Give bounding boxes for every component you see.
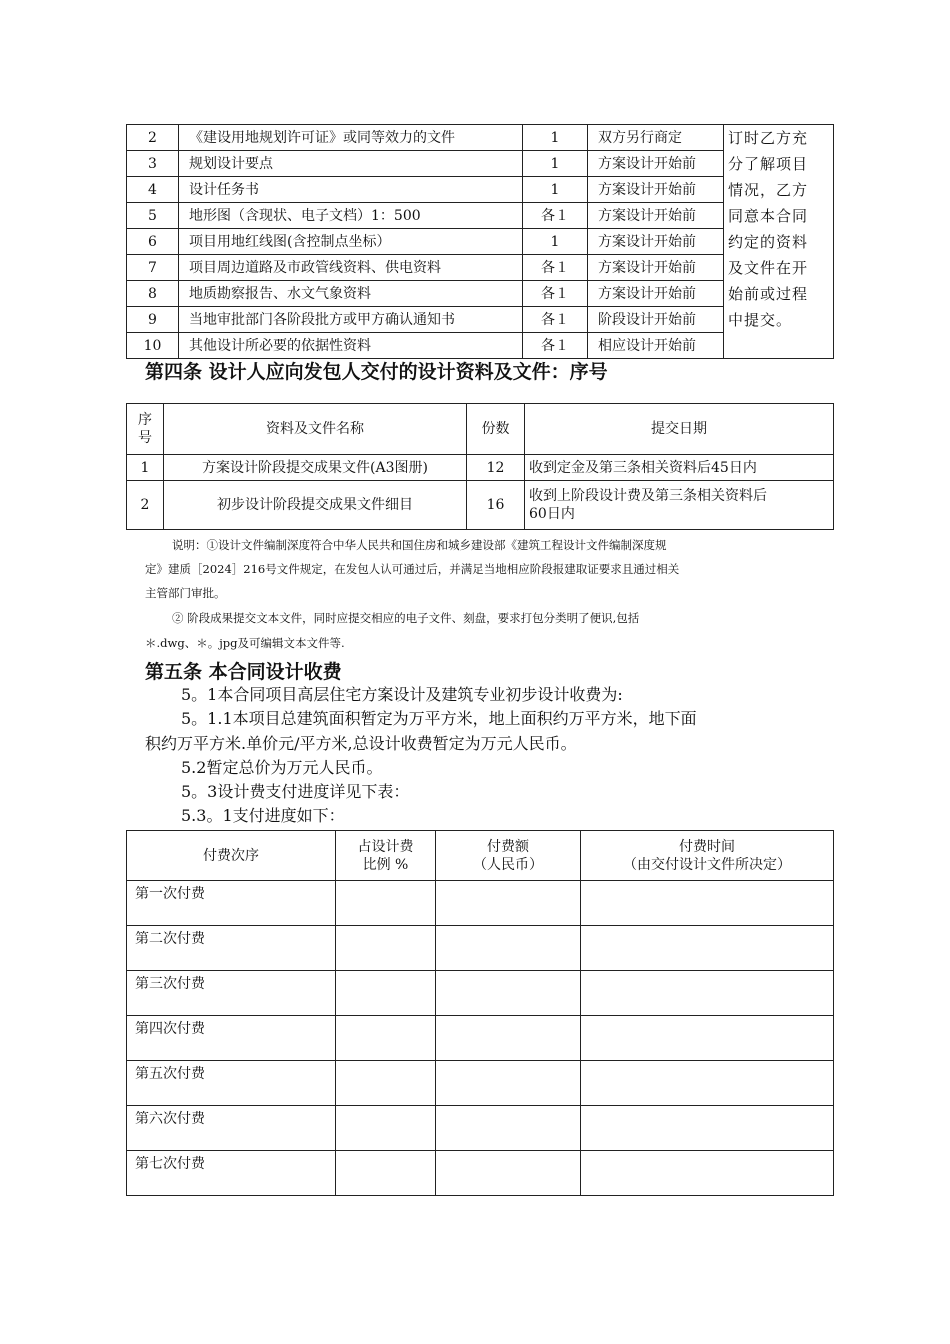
row-name: 设计任务书: [179, 177, 523, 203]
section4-note-line5: ＊.dwg、＊。jpg及可编辑文本文件等.: [145, 636, 345, 650]
section5-para-2: 5。1.1本项目总建筑面积暂定为万平方米，地上面积约万平方米，地下面: [181, 709, 697, 728]
section5-para-5: 5。3设计费支付进度详见下表：: [181, 782, 410, 801]
header-qty: 份数: [467, 404, 525, 455]
row-date-line1: 收到上阶段设计费及第三条相关资料后: [529, 488, 767, 504]
payment-table: [126, 830, 834, 1196]
row-time: 方案设计开始前: [588, 203, 724, 229]
header-ratio: [336, 831, 436, 881]
row-no: 2: [127, 481, 164, 530]
header-seq: 付费次序: [127, 831, 336, 881]
materials-row: [127, 125, 834, 151]
materials-note-line: 订时乙方充: [728, 129, 809, 147]
header-amount-line1: 付费额: [487, 838, 529, 855]
row-name: 初步设计阶段提交成果文件细目: [164, 481, 467, 530]
header-amount-line2: （人民币）: [473, 856, 543, 873]
payment-ratio: [336, 881, 436, 926]
payment-time: [581, 1061, 834, 1106]
row-name: 地质勘察报告、水文气象资料: [179, 281, 523, 307]
row-time: 双方另行商定: [588, 125, 724, 151]
row-date: [525, 481, 834, 530]
section5-para-4: 5.2暂定总价为万元人民币。: [181, 758, 383, 777]
payment-seq: 第四次付费: [127, 1016, 336, 1061]
section4-heading: 第四条 设计人应向发包人交付的设计资料及文件：序号: [145, 361, 608, 383]
materials-note-line: 情况，乙方: [728, 181, 809, 199]
payment-ratio: [336, 1151, 436, 1196]
materials-note-line: 中提交。: [728, 311, 793, 329]
payment-ratio: [336, 971, 436, 1016]
materials-note-line: 同意本合同: [728, 207, 809, 225]
header-ratio-line2: 比例 %: [362, 856, 409, 873]
row-time: 方案设计开始前: [588, 255, 724, 281]
row-qty: 各１: [523, 333, 588, 359]
row-time: 方案设计开始前: [588, 151, 724, 177]
payment-amount: [436, 1016, 581, 1061]
row-time: 方案设计开始前: [588, 229, 724, 255]
payment-seq: 第三次付费: [127, 971, 336, 1016]
payment-row: [127, 1061, 834, 1106]
row-date-line2: 60日内: [529, 506, 575, 522]
deliverables-row: [127, 481, 834, 530]
payment-row: [127, 881, 834, 926]
section5-para-1: 5。1本合同项目高层住宅方案设计及建筑专业初步设计收费为:: [181, 685, 623, 704]
row-no: 4: [127, 177, 179, 203]
payment-row: [127, 926, 834, 971]
row-date: 收到定金及第三条相关资料后45日内: [525, 455, 834, 481]
row-no: 9: [127, 307, 179, 333]
payment-time: [581, 1016, 834, 1061]
header-date: 提交日期: [525, 404, 834, 455]
payment-row: [127, 1106, 834, 1151]
section4-note-line3: 主管部门审批。: [145, 586, 226, 600]
row-time: 方案设计开始前: [588, 177, 724, 203]
materials-note-line: 约定的资料: [728, 233, 809, 251]
header-time-line1: 付费时间: [679, 838, 735, 855]
row-name: 项目周边道路及市政管线资料、供电资料: [179, 255, 523, 281]
materials-note-line: 及文件在开: [728, 259, 809, 277]
row-qty: 16: [467, 481, 525, 530]
deliverables-row: [127, 455, 834, 481]
payment-seq: 第六次付费: [127, 1106, 336, 1151]
row-no: 3: [127, 151, 179, 177]
payment-amount: [436, 881, 581, 926]
row-qty: 各１: [523, 281, 588, 307]
header-time: [581, 831, 834, 881]
payment-ratio: [336, 926, 436, 971]
payment-seq: 第一次付费: [127, 881, 336, 926]
payment-time: [581, 881, 834, 926]
row-time: 相应设计开始前: [588, 333, 724, 359]
row-name: 其他设计所必要的依据性资料: [179, 333, 523, 359]
header-no: [127, 404, 164, 455]
payment-ratio: [336, 1016, 436, 1061]
payment-table-body: [127, 831, 834, 1196]
payment-ratio: [336, 1061, 436, 1106]
payment-amount: [436, 1151, 581, 1196]
payment-amount: [436, 926, 581, 971]
payment-amount: [436, 1061, 581, 1106]
payment-amount: [436, 1106, 581, 1151]
row-qty: 各１: [523, 307, 588, 333]
header-name: 资料及文件名称: [164, 404, 467, 455]
payment-seq: 第五次付费: [127, 1061, 336, 1106]
materials-table-body: [127, 125, 834, 359]
section4-note-line4: ② 阶段成果提交文本文件，同时应提交相应的电子文件、刻盘，要求打包分类明了便识,包括: [172, 611, 640, 625]
payment-time: [581, 1151, 834, 1196]
row-no: 7: [127, 255, 179, 281]
row-name: 规划设计要点: [179, 151, 523, 177]
row-no: 1: [127, 455, 164, 481]
row-qty: 各１: [523, 203, 588, 229]
row-no: 2: [127, 125, 179, 151]
row-name: 《建设用地规划许可证》或同等效力的文件: [179, 125, 523, 151]
section5-para-3: 积约万平方米.单价元/平方米,总设计收费暂定为万元人民币。: [145, 734, 577, 753]
row-name: 方案设计阶段提交成果文件(A3图册): [164, 455, 467, 481]
section5-para-6: 5.3。1支付进度如下：: [181, 806, 345, 825]
materials-note-line: 始前或过程: [728, 285, 809, 303]
deliverables-table: [126, 403, 834, 530]
row-no: 8: [127, 281, 179, 307]
header-ratio-line1: 占设计费: [357, 838, 414, 855]
section4-note-line1: 说明：①设计文件编制深度符合中华人民共和国住房和城乡建设部《建筑工程设计文件编制深度规: [172, 538, 667, 552]
row-qty: 1: [523, 125, 588, 151]
materials-note: [724, 125, 834, 359]
row-name: 项目用地红线图(含控制点坐标）: [179, 229, 523, 255]
materials-note-line: 分了解项目: [728, 155, 809, 173]
payment-time: [581, 926, 834, 971]
materials-table: [126, 124, 834, 359]
header-no-line2: 号: [138, 430, 152, 446]
header-amount: [436, 831, 581, 881]
payment-seq: 第二次付费: [127, 926, 336, 971]
row-no: 6: [127, 229, 179, 255]
header-no-line1: 序: [138, 412, 152, 428]
row-no: 5: [127, 203, 179, 229]
row-qty: 1: [523, 177, 588, 203]
payment-header-row: [127, 831, 834, 881]
row-no: 10: [127, 333, 179, 359]
header-time-line2: （由交付设计文件所决定）: [623, 856, 791, 873]
row-time: 方案设计开始前: [588, 281, 724, 307]
deliverables-header-row: [127, 404, 834, 455]
row-time: 阶段设计开始前: [588, 307, 724, 333]
section5-heading: 第五条 本合同设计收费: [145, 661, 342, 683]
payment-row: [127, 971, 834, 1016]
payment-row: [127, 1016, 834, 1061]
payment-ratio: [336, 1106, 436, 1151]
row-name: 当地审批部门各阶段批方或甲方确认通知书: [179, 307, 523, 333]
payment-amount: [436, 971, 581, 1016]
section4-note-line2: 定》建质［2024］216号文件规定，在发包人认可通过后，并满足当地相应阶段报建取证要求且通过相关: [145, 562, 680, 576]
payment-time: [581, 1106, 834, 1151]
row-qty: 1: [523, 229, 588, 255]
payment-time: [581, 971, 834, 1016]
row-qty: 12: [467, 455, 525, 481]
payment-seq: 第七次付费: [127, 1151, 336, 1196]
row-name: 地形图（含现状、电子文档）1：500: [179, 203, 523, 229]
payment-row: [127, 1151, 834, 1196]
row-qty: 各１: [523, 255, 588, 281]
row-qty: 1: [523, 151, 588, 177]
